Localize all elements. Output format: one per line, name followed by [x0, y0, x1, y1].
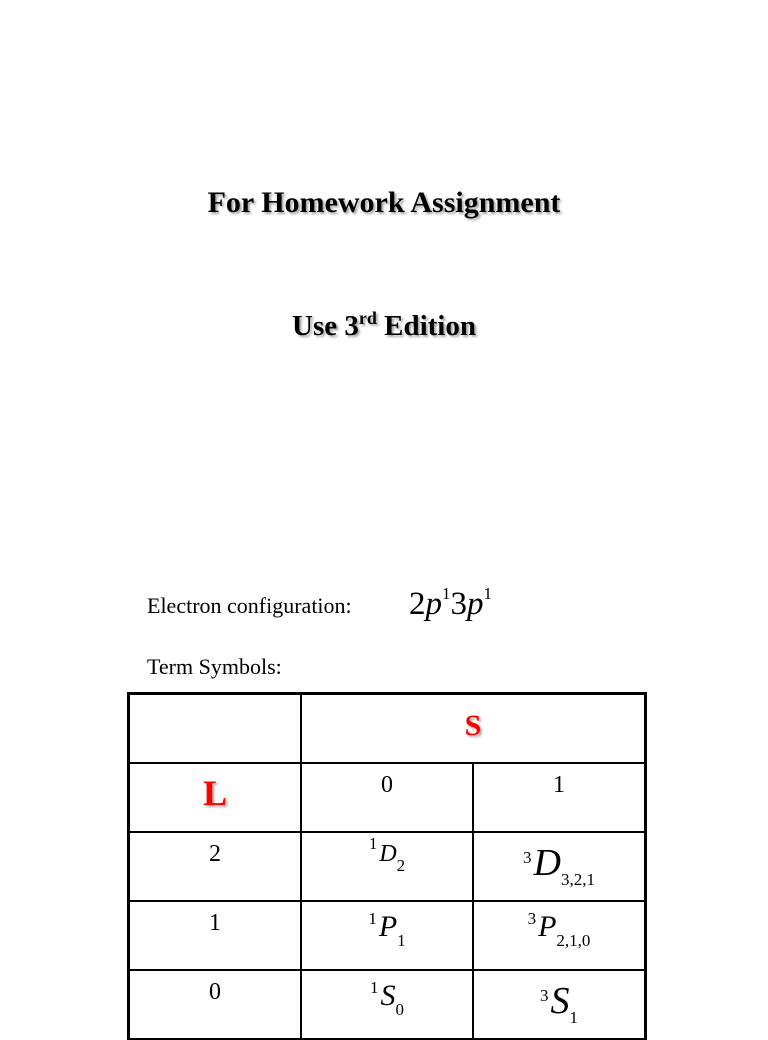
orbital-2-electrons: 1 — [483, 584, 492, 603]
table-row — [129, 832, 646, 901]
l-value-cell — [129, 832, 302, 901]
s-header-cell — [301, 694, 646, 764]
triplet-cell — [473, 970, 646, 1039]
s-value-cell — [301, 763, 473, 832]
j-values: 0 — [395, 1000, 404, 1019]
electron-configuration-formula — [409, 586, 492, 623]
term-symbol — [370, 978, 404, 1019]
singlet-cell — [301, 970, 473, 1039]
l-header: L — [202, 773, 227, 813]
j-values: 1 — [569, 1008, 578, 1027]
term-letter: D — [533, 842, 561, 884]
term-letter: S — [550, 980, 570, 1022]
multiplicity: 1 — [368, 909, 377, 928]
l-header-cell — [129, 763, 302, 832]
l-value: 1 — [209, 910, 221, 936]
j-values: 1 — [397, 931, 406, 950]
term-letter: D — [379, 841, 397, 867]
l-value-cell — [129, 901, 302, 970]
j-values: 3,2,1 — [560, 870, 595, 889]
orbital-2-l: p — [467, 586, 484, 622]
singlet-cell — [301, 832, 473, 901]
term-symbols-label: Term Symbols: — [147, 654, 282, 679]
electron-configuration-label: Electron configuration: — [147, 593, 352, 618]
l-value-cell — [129, 970, 302, 1039]
header-empty-cell — [129, 694, 302, 764]
multiplicity: 1 — [368, 834, 378, 853]
l-value: 2 — [209, 841, 221, 867]
orbital-1-l: p — [425, 586, 442, 622]
edition-prefix: Use 3 — [292, 310, 359, 342]
multiplicity: 1 — [370, 978, 379, 997]
multiplicity: 3 — [527, 909, 537, 928]
edition-suffix: Edition — [376, 310, 476, 342]
orbital-2-n: 3 — [450, 586, 467, 622]
term-letter: P — [538, 910, 557, 943]
j-values: 2,1,0 — [556, 931, 591, 950]
multiplicity: 3 — [540, 986, 549, 1005]
table-header-row — [129, 694, 646, 764]
term-symbol — [368, 909, 406, 950]
table-row — [129, 970, 646, 1039]
term-symbol — [368, 834, 406, 875]
edition-note — [0, 310, 768, 343]
s-value-1: 1 — [553, 772, 565, 798]
l-value: 0 — [209, 979, 221, 1005]
s-value-0: 0 — [381, 772, 393, 798]
term-symbol — [523, 841, 595, 889]
triplet-cell — [473, 832, 646, 901]
table-row — [129, 901, 646, 970]
orbital-1-n: 2 — [409, 586, 426, 622]
term-symbol-table — [127, 692, 647, 1040]
singlet-cell — [301, 901, 473, 970]
multiplicity: 3 — [523, 848, 532, 867]
s-header: S — [464, 709, 482, 742]
term-letter: P — [378, 910, 398, 943]
orbital-1-electrons: 1 — [442, 584, 451, 603]
edition-superscript: rd — [358, 308, 377, 328]
slide-title: For Homework Assignment — [207, 186, 561, 219]
term-letter: S — [380, 979, 396, 1012]
j-values: 2 — [396, 856, 406, 875]
table-subheader-row — [129, 763, 646, 832]
term-symbol — [527, 909, 591, 950]
triplet-cell — [473, 901, 646, 970]
s-value-cell — [473, 763, 646, 832]
term-symbol — [540, 979, 578, 1027]
